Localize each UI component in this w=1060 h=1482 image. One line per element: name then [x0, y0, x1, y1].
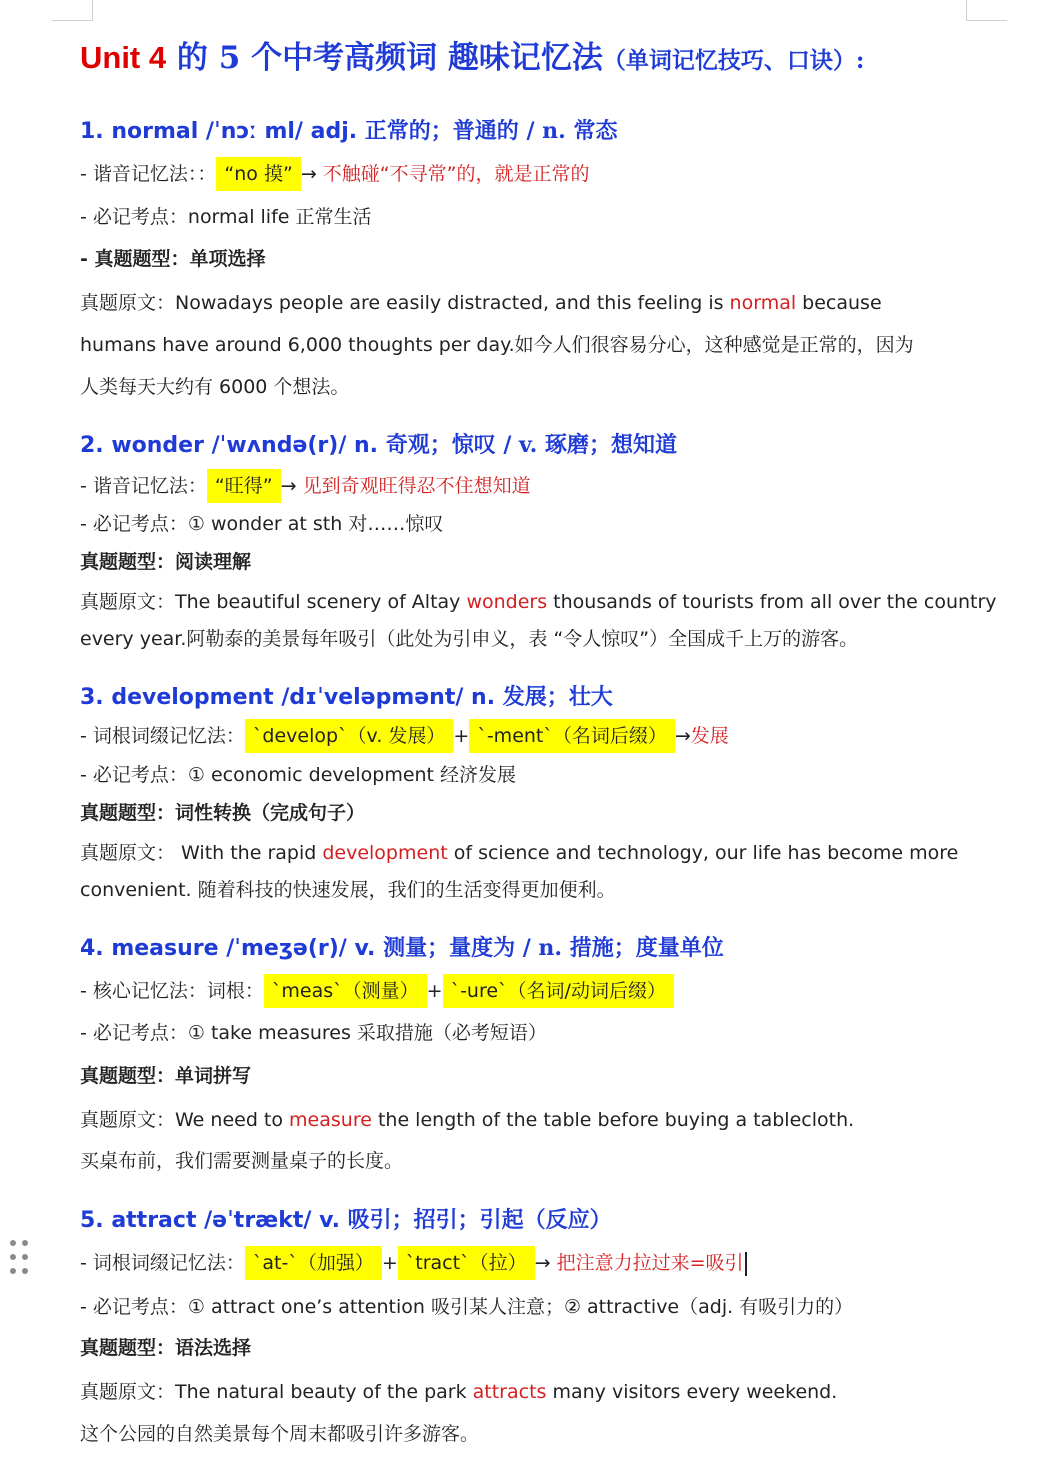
highlight: `-ment`（名词后缀） [469, 719, 675, 753]
original-text-line: every year.阿勒泰的美景每年吸引（此处为引申义，表 “令人惊叹”）全国成千上万的游客。 [80, 628, 859, 650]
key-point-wonder: - 必记考点：① wonder at sth 对……惊叹 [80, 513, 444, 535]
original-text-measure: 真题原文：We need to measure the length of the table before buying a tablecloth. [80, 1109, 855, 1131]
original-text-wonder: 真题原文：The beautiful scenery of Altay wonders thousands of tourists from all over the country [80, 591, 997, 613]
word-heading-wonder: 2. wonder /ˈwʌndə(r)/ n. 奇观；惊叹 / v. 琢磨；想知道 [80, 432, 677, 458]
key-point-attract: - 必记考点：① attract one’s attention 吸引某人注意；② attractive（adj. 有吸引力的） [80, 1296, 854, 1318]
original-text-normal: 真题原文：Nowadays people are easily distracted, and this feeling is normal because [80, 292, 882, 314]
title-subtitle: （单词记忆技巧、口诀）: [602, 47, 865, 74]
page-title [80, 36, 864, 83]
highlight: `-ure`（名词/动词后缀） [443, 974, 674, 1008]
question-type-attract: 真题题型：语法选择 [80, 1337, 252, 1359]
highlight: “no 摸” [216, 157, 300, 191]
question-type-measure: 真题题型：单词拼写 [80, 1065, 252, 1087]
original-text-line: 买桌布前，我们需要测量桌子的长度。 [80, 1150, 404, 1172]
page-corner-mark-left [52, 0, 93, 21]
memory-tip-development: - 词根词缀记忆法： `develop`（v. 发展） + `-ment`（名词后缀） →发展 [80, 721, 729, 751]
word-heading-normal: 1. normal /ˈnɔː ml/ adj. 正常的；普通的 / n. 常态 [80, 118, 618, 144]
memory-tip-wonder: - 谐音记忆法： “旺得” → 见到奇观旺得忍不住想知道 [80, 471, 531, 501]
arrow-icon: → [280, 475, 303, 497]
word-heading-attract: 5. attract /əˈtrækt/ v. 吸引；招引；引起（反应） [80, 1207, 612, 1233]
key-point-measure: - 必记考点：① take measures 采取措施（必考短语） [80, 1022, 547, 1044]
highlight: `develop`（v. 发展） [245, 719, 454, 753]
page-corner-mark-right [966, 0, 1007, 21]
original-text-attract: 真题原文：The natural beauty of the park attracts many visitors every weekend. [80, 1381, 838, 1403]
highlight: `tract`（拉） [398, 1246, 535, 1280]
original-text-line: 这个公园的自然美景每个周末都吸引许多游客。 [80, 1423, 480, 1445]
question-type-development: 真题题型：词性转换（完成句子） [80, 802, 366, 824]
arrow-icon: → [534, 1252, 557, 1274]
key-point-normal: - 必记考点：normal life 正常生活 [80, 206, 372, 228]
original-text-line: 人类每天大约有 6000 个想法。 [80, 376, 350, 398]
memory-tip-measure: - 核心记忆法：词根： `meas`（测量） + `-ure`（名词/动词后缀） [80, 976, 674, 1006]
key-point-development: - 必记考点：① economic development 经济发展 [80, 764, 517, 786]
title-unit: Unit 4 [80, 40, 167, 75]
original-text-line: convenient. 随着科技的快速发展，我们的生活变得更加便利。 [80, 879, 616, 901]
title-main: 的 5 个中考高频词 趣味记忆法 [166, 40, 603, 76]
question-type-wonder: 真题题型：阅读理解 [80, 551, 252, 573]
original-text-line: humans have around 6,000 thoughts per day.如今人们很容易分心，这种感觉是正常的，因为 [80, 334, 914, 356]
question-type-normal: - 真题题型：单项选择 [80, 248, 266, 270]
original-text-development: 真题原文： With the rapid development of science and technology, our life has become more [80, 842, 959, 864]
memory-tip-normal: - 谐音记忆法：： “no 摸” → 不触碰“不寻常”的，就是正常的 [80, 159, 589, 189]
highlight: `meas`（测量） [264, 974, 427, 1008]
drag-handle-icon[interactable] [10, 1240, 30, 1276]
arrow-icon: → [300, 163, 323, 185]
word-heading-measure: 4. measure /ˈmeʒə(r)/ v. 测量；量度为 / n. 措施；度量单位 [80, 935, 724, 961]
arrow-icon: → [674, 725, 691, 747]
word-heading-development: 3. development /dɪˈveləpmənt/ n. 发展；壮大 [80, 684, 613, 710]
highlight: “旺得” [207, 469, 281, 503]
text-cursor [745, 1252, 747, 1276]
memory-tip-attract: - 词根词缀记忆法： `at-`（加强） + `tract`（拉） → 把注意力拉过来=吸引 [80, 1248, 747, 1278]
highlight: `at-`（加强） [245, 1246, 382, 1280]
